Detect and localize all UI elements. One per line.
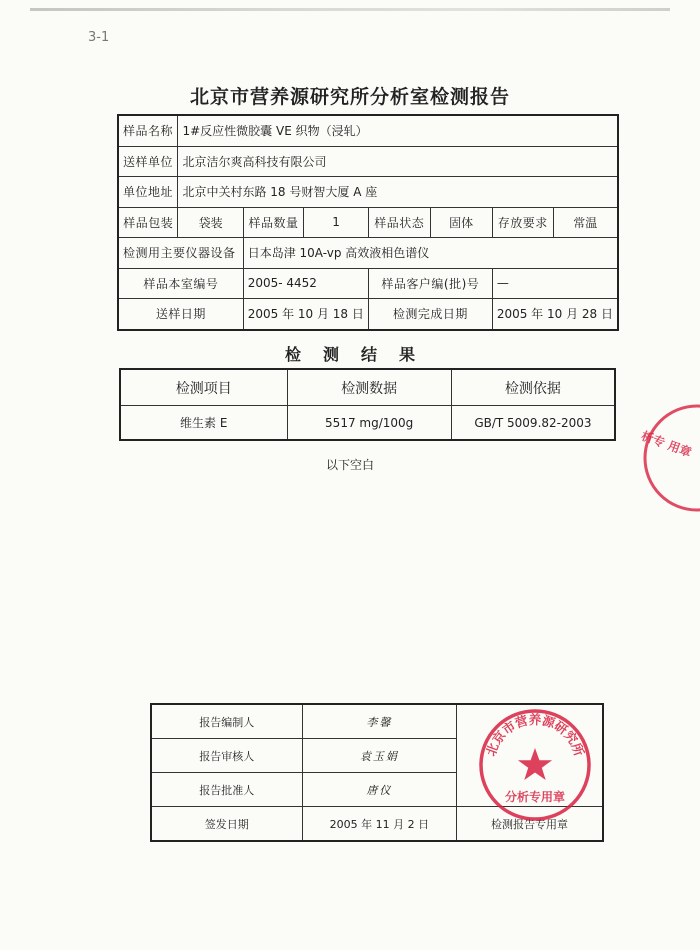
sample-info-table xyxy=(117,114,619,331)
edge-stamp-text: 析专 用章 xyxy=(639,428,694,460)
sample-name-label: 样品名称 xyxy=(118,115,178,146)
packaging-label: 样品包装 xyxy=(118,207,178,238)
results-title: 检测结果 xyxy=(284,345,437,364)
header-basis: 检测依据 xyxy=(451,369,615,406)
quantity-label: 样品数量 xyxy=(243,207,304,238)
table-row xyxy=(118,177,618,208)
table-row xyxy=(118,207,618,238)
stamp-label: 检测报告专用章 xyxy=(457,807,603,842)
sample-name-value: 1#反应性微胶囊 VE 织物（浸轧） xyxy=(178,115,618,146)
storage-label: 存放要求 xyxy=(492,207,553,238)
partial-edge-stamp xyxy=(625,398,700,518)
stamp-star-icon xyxy=(518,748,552,780)
results-table xyxy=(119,368,616,441)
instrument-label: 检测用主要仪器设备 xyxy=(118,238,243,269)
instrument-value: 日本岛津 10A-vp 高效液相色谱仪 xyxy=(243,238,618,269)
corner-mark: 3-1 xyxy=(88,30,110,45)
header-data: 检测数据 xyxy=(287,369,451,406)
send-date-value: 2005 年 10 月 18 日 xyxy=(243,299,368,330)
done-date-value: 2005 年 10 月 28 日 xyxy=(492,299,618,330)
table-row xyxy=(118,146,618,177)
sender-value: 北京洁尔爽高科技有限公司 xyxy=(178,146,618,177)
quantity-value: 1 xyxy=(304,207,369,238)
client-no-label: 样品客户编(批)号 xyxy=(368,268,492,299)
state-value: 固体 xyxy=(430,207,492,238)
approver-signature: 唐仪 xyxy=(302,773,457,807)
header-item: 检测项目 xyxy=(120,369,287,406)
result-value: 5517 mg/100g xyxy=(287,406,451,441)
sender-label: 送样单位 xyxy=(118,146,178,177)
state-label: 样品状态 xyxy=(368,207,430,238)
issue-date-label: 签发日期 xyxy=(151,807,302,842)
table-header-row xyxy=(120,369,615,406)
official-stamp xyxy=(478,708,592,822)
client-no-value: — xyxy=(492,268,618,299)
result-basis: GB/T 5009.82-2003 xyxy=(451,406,615,441)
storage-value: 常温 xyxy=(553,207,618,238)
done-date-label: 检测完成日期 xyxy=(368,299,492,330)
send-date-label: 送样日期 xyxy=(118,299,243,330)
table-row xyxy=(120,406,615,441)
address-label: 单位地址 xyxy=(118,177,178,208)
table-row xyxy=(118,268,618,299)
table-row xyxy=(118,238,618,269)
address-value: 北京中关村东路 18 号财智大厦 A 座 xyxy=(178,177,618,208)
lab-no-label: 样品本室编号 xyxy=(118,268,243,299)
result-item: 维生素 E xyxy=(120,406,287,441)
reviewer-label: 报告审核人 xyxy=(151,739,302,773)
report-title: 北京市营养源研究所分析室检测报告 xyxy=(189,86,510,108)
table-row xyxy=(118,115,618,146)
approver-label: 报告批准人 xyxy=(151,773,302,807)
issue-date-value: 2005 年 11 月 2 日 xyxy=(302,807,457,842)
packaging-value: 袋装 xyxy=(178,207,243,238)
scan-edge-line xyxy=(30,8,670,11)
table-row xyxy=(118,299,618,330)
compiler-signature: 李馨 xyxy=(302,704,457,739)
compiler-label: 报告编制人 xyxy=(151,704,302,739)
stamp-center-text: 分析专用章 xyxy=(504,790,566,804)
lab-no-value: 2005- 4452 xyxy=(243,268,368,299)
reviewer-signature: 袁玉娟 xyxy=(302,739,457,773)
edge-stamp-ring xyxy=(645,406,700,510)
blank-note: 以下空白 xyxy=(325,458,374,472)
stamp-ring-text: 北京市营养源研究所 xyxy=(483,711,587,758)
